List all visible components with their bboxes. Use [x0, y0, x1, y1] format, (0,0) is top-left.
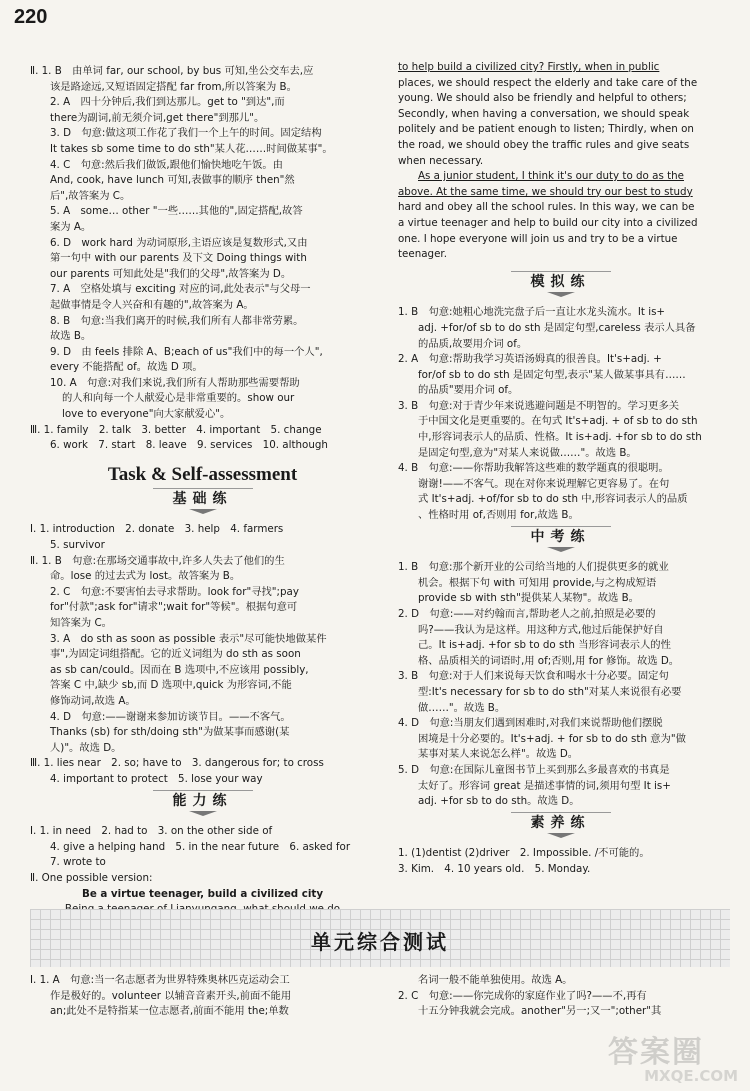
left-column-top-line: love to everyone"向大家献爱心"。 [62, 408, 231, 421]
right-zhongkao-line: 太好了。形容词 great 是描述事情的词,须用句型 It is+ [418, 779, 671, 792]
mock-answers [398, 305, 723, 523]
left-column-top-line: 10. A 句意:对我们来说,我们所有人帮助那些需要帮助 [50, 376, 300, 389]
right-column [398, 60, 723, 878]
right-essay-line: the road, we should obey the traffic rules and give seats [398, 138, 690, 151]
zhongkao-answers [398, 560, 723, 810]
left-column-top-line: every 不能搭配 of。故选 D 项。 [50, 361, 203, 374]
left-column [30, 64, 375, 918]
unit-test-heading: 单元综合测试 [311, 930, 449, 954]
right-mock-line: 的品质,故要用介词 of。 [418, 337, 528, 350]
right-mock-line: 4. B 句意:——你帮助我解答这些难的数学题真的很聪明。 [398, 462, 669, 475]
left-column-top-line: there为副词,前无须介词,get there"到那儿"。 [50, 111, 265, 124]
ability-answers [30, 824, 375, 886]
right-mock-line: 1. B 句意:她粗心地洗完盘子后一直让水龙头流水。It is+ [398, 306, 666, 319]
left-column-top-line: Ⅲ. 1. family 2. talk 3. better 4. important 5. change [30, 423, 322, 436]
unit-test-banner [30, 909, 730, 967]
right-essay-line: politely and be patient enough to listen; Thirdly, when on [398, 123, 694, 136]
left-basic-line: Thanks (sb) for sth/doing sth"为做某事而感谢(某 [50, 726, 290, 739]
right-suyang-line: 3. Kim. 4. 10 years old. 5. Monday. [398, 862, 591, 875]
right-essay2-line: above. At the same time, we should try our best to study [398, 185, 693, 198]
right-zhongkao-line: 机会。根据下句 with 可知用 provide,与之构成短语 [418, 576, 657, 589]
left-column-top-line: 故选 B。 [50, 330, 92, 343]
right-zhongkao-line: 某事对某人来说怎么样"。故选 D。 [418, 748, 579, 761]
ability-heading: 能力练 [30, 794, 375, 817]
right-mock-line: 、性格时用 of,否则用 for,故选 B。 [418, 509, 579, 522]
bottom-right-line: 十五分钟我就会完成。another"另一;又一";other"其 [418, 1005, 662, 1018]
left-column-top-line: 6. D work hard 为动词原形,主语应该是复数形式,又由 [50, 236, 308, 249]
right-essay-line: young. We should also be friendly and helpful to others; [398, 92, 687, 105]
left-basic-line: Ⅰ. 1. introduction 2. donate 3. help 4. farmers [30, 523, 284, 536]
left-column-top-line: 8. B 句意:当我们离开的时候,我们所有人都非常劳累。 [50, 314, 304, 327]
right-zhongkao-line: 5. D 句意:在国际儿童图书节上买到那么多最喜欢的书真是 [398, 763, 670, 776]
right-essay2-line: As a junior student, I think it's our duty to do as the [418, 170, 684, 183]
right-suyang-line: 1. (1)dentist (2)driver 2. Impossible. /不可能的。 [398, 847, 650, 860]
left-column-top-line: 9. D 由 feels 排除 A、B;each of us"我们中的每一个人", [50, 345, 323, 358]
suyang-heading: 素养练 [398, 816, 723, 839]
right-zhongkao-line: 困境是十分必要的。It's+adj. + for sb to do sth 意为"做 [418, 732, 686, 745]
bottom-left-line: 作是极好的。volunteer 以辅音音素开头,前面不能用 [50, 989, 292, 1002]
left-column-top-line: 后",故答案为 C。 [50, 189, 131, 202]
watermark-logo [608, 1027, 738, 1087]
right-essay-line: to help build a civilized city? Firstly, when in public [398, 61, 660, 73]
right-essay2-line: one. I hope everyone will join us and try to be a virtue [398, 232, 678, 245]
bottom-right-line: 2. C 句意:——你完成你的家庭作业了吗?——不,再有 [398, 989, 647, 1002]
right-mock-line: 式 It's+adj. +of/for sb to do sth 中,形容词表示人的品质 [418, 493, 688, 506]
right-mock-line: for/of sb to do sth 是固定句型,表示"某人做某事具有…… [418, 368, 686, 381]
right-essay2-line: hard and obey all the school rules. In this way, we can be [398, 201, 695, 214]
left-column-top-line: 5. A some… other "一些……其他的",固定搭配,故答 [50, 205, 303, 218]
right-essay2-line: teenager. [398, 248, 447, 261]
bottom-left-line: an;此处不是特指某一位志愿者,前面不能用 the;单数 [50, 1005, 289, 1018]
zhongkao-heading: 中考练 [398, 530, 723, 553]
essay-title: Be a virtue teenager, build a civilized city [81, 887, 324, 900]
left-basic-line: Ⅲ. 1. lies near 2. so; have to 3. dangerous for; to cross [30, 757, 324, 770]
left-column-top-line: 4. C 句意:然后我们做饭,跟他们愉快地吃午饭。由 [50, 158, 283, 171]
right-mock-line: 2. A 句意:帮助我学习英语汤姆真的很善良。It's+adj. + [398, 353, 662, 366]
right-essay-line: Secondly, when having a conversation, we should speak [398, 107, 690, 120]
right-zhongkao-line: 格、品质相关的词语时,用 of;否则,用 for 修饰。故选 D。 [418, 654, 680, 667]
left-basic-line: 事",为固定词组搭配。它的近义词组为 do sth as soon [50, 648, 301, 661]
left-column-top-line: our parents 可知此处是"我们的父母",故答案为 D。 [50, 267, 292, 280]
right-zhongkao-line: 做……"。故选 B。 [418, 701, 506, 714]
left-basic-line: 4. important to protect 5. lose your way [50, 772, 263, 785]
right-essay-line: places, we should respect the elderly and take care of the [398, 76, 698, 89]
right-mock-line: adj. +for/of sb to do sth 是固定句型,careless 表示人具备 [418, 321, 696, 334]
left-basic-line: 4. D 句意:——谢谢来参加访谈节目。——不客气。 [50, 710, 291, 723]
left-basic-line: 5. survivor [50, 539, 105, 552]
left-basic-line: 2. C 句意:不要害怕去寻求帮助。look for"寻找";pay [50, 585, 299, 598]
right-zhongkao-line: 吗?——我认为是这样。用这种方式,他过后能保护好自 [418, 623, 664, 636]
right-mock-line: 的品质"要用介词 of。 [418, 384, 519, 397]
watermark-url: MXQE.COM [644, 1067, 738, 1085]
left-basic-line: 修饰动词,故选 A。 [50, 694, 136, 707]
left-column-top-line: It takes sb some time to do sth"某人花……时间做某事"。 [50, 142, 333, 155]
left-basic-line: 命。lose 的过去式为 lost。故答案为 B。 [50, 570, 241, 583]
right-mock-line: 于中国文化是更重要的。在句式 It's+adj. + of sb to do sth [418, 415, 698, 428]
bottom-left-answers [30, 973, 375, 1020]
watermark-logo-text: 答案圈 [608, 1035, 704, 1070]
left-ability-line: Ⅱ. One possible version: [30, 871, 153, 884]
basic-answers [30, 522, 375, 787]
answers-part-top [30, 64, 375, 454]
right-zhongkao-line: 1. B 句意:那个新开业的公司给当地的人们提供更多的就业 [398, 561, 669, 574]
left-ability-line: 4. give a helping hand 5. in the near future 6. asked for [50, 840, 351, 853]
left-column-top-line: And, cook, have lunch 可知,表做事的顺序 then"然 [50, 174, 295, 187]
left-basic-line: for"付款";ask for"请求";wait for"等候"。根据句意可 [50, 601, 298, 614]
left-column-top-line: 第一句中 with our parents 及下文 Doing things with [50, 252, 307, 265]
left-basic-line: 答案 C 中,缺少 sb,而 D 选项中,quick 为形容词,不能 [50, 679, 292, 692]
right-zhongkao-line: 2. D 句意:——对约翰而言,帮助老人之前,拍照是必要的 [398, 608, 656, 620]
right-zhongkao-line: provide sb with sth"提供某人某物"。故选 B。 [418, 592, 639, 605]
left-column-top-line: 7. A 空格处填与 exciting 对应的词,此处表示"与父母一 [50, 283, 311, 296]
mock-heading: 模拟练 [398, 275, 723, 298]
right-zhongkao-line: 4. D 句意:当朋友们遇到困难时,对我们来说帮助他们摆脱 [398, 717, 663, 730]
left-column-top-line: 的人和向每一个人献爱心是非常重要的。show our [62, 392, 295, 405]
left-column-top-line: 3. D 句意:做这项工作花了我们一个上午的时间。固定结构 [50, 127, 322, 140]
right-zhongkao-line: 己。It is+adj. +for sb to do sth 当形容词表示人的性 [418, 639, 671, 652]
right-mock-line: 谢谢!——不客气。现在对你来说理解它更容易了。在句 [418, 477, 670, 490]
basic-heading: 基础练 [30, 492, 375, 515]
left-column-top-line: Ⅱ. 1. B 由单词 far, our school, by bus 可知,坐公交车去,应 [30, 65, 314, 77]
bottom-left-line: Ⅰ. 1. A 句意:当一名志愿者为世界特殊奥林匹克运动会工 [30, 974, 290, 986]
left-basic-line: 人)"。故选 D。 [50, 741, 122, 754]
right-mock-line: 中,形容词表示人的品质、性格。It is+adj. +for sb to do sth [418, 431, 702, 444]
suyang-answers [398, 846, 723, 877]
right-zhongkao-line: 型:It's necessary for sb to do sth"对某人来说很有必要 [418, 685, 682, 698]
left-column-top-line: 6. work 7. start 8. leave 9. services 10. although [50, 439, 328, 452]
right-mock-line: 3. B 句意:对于青少年来说逃避问题是不明智的。学习更多关 [398, 399, 680, 412]
right-zhongkao-line: adj. +for sb to do sth。故选 D。 [418, 795, 580, 808]
essay-paragraph-2 [398, 169, 723, 263]
right-mock-line: 是固定句型,意为"对某人来说做……"。故选 B。 [418, 446, 637, 459]
left-column-top-line: 案为 A。 [50, 220, 92, 233]
left-column-top-line: 起做事情是令人兴奋和有趣的",故答案为 A。 [50, 298, 254, 311]
bottom-right-line: 名词一般不能单独使用。故选 A。 [418, 974, 573, 986]
task-heading: Task & Self-assessment [107, 463, 298, 485]
left-column-top-line: 2. A 四十分钟后,我们到达那儿。get to "到达",而 [50, 96, 285, 109]
right-essay-line: when necessary. [398, 154, 484, 167]
right-zhongkao-line: 3. B 句意:对于人们来说每天饮食和喝水十分必要。固定句 [398, 670, 669, 683]
left-column-top-line: 该是路途远,又短语固定搭配 far from,所以答案为 B。 [50, 80, 297, 93]
left-ability-line: Ⅰ. 1. in need 2. had to 3. on the other side of [30, 825, 273, 838]
bottom-right-answers [398, 973, 723, 1020]
left-ability-line: 7. wrote to [50, 856, 106, 869]
left-basic-line: 3. A do sth as soon as possible 表示"尽可能快地做某件 [50, 632, 327, 645]
left-basic-line: 知答案为 C。 [50, 617, 112, 629]
right-essay2-line: a virtue teenager and help to build our city into a civilized [398, 216, 698, 229]
essay-paragraph-1 [398, 60, 723, 169]
left-basic-line: Ⅱ. 1. B 句意:在那场交通事故中,许多人失去了他们的生 [30, 554, 285, 567]
left-basic-line: as sb can/could。因而在 B 选项中,不应该用 possibly, [50, 663, 309, 676]
page-number: 220 [14, 6, 48, 28]
